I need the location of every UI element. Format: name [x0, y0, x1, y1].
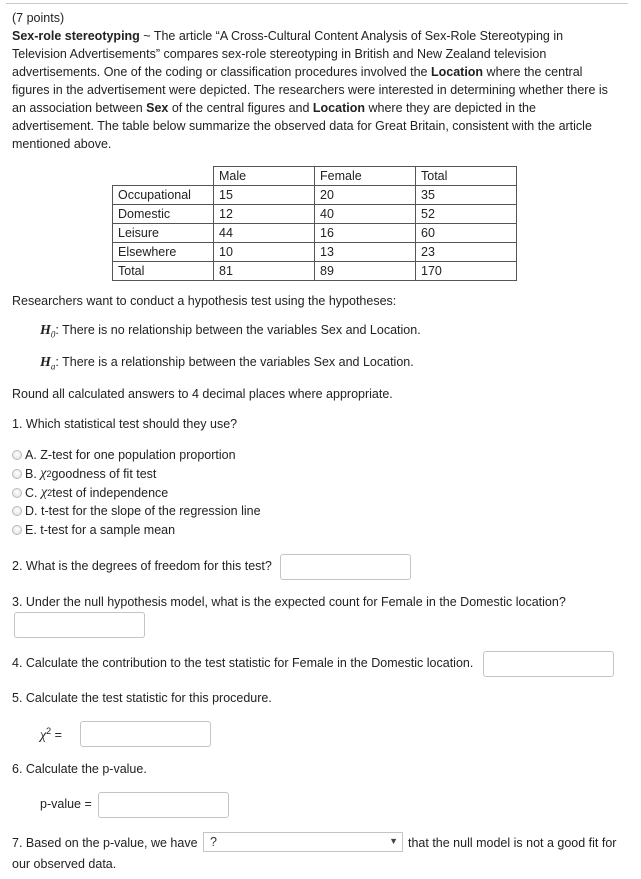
table-row: [113, 186, 517, 205]
option-b[interactable]: B. χ 2 goodness of fit test: [12, 466, 156, 482]
table-cell: 44: [214, 224, 315, 243]
table-row: [113, 262, 517, 281]
problem-title: Sex-role stereotyping: [12, 29, 140, 43]
rounding-note: Round all calculated answers to 4 decimal places where appropriate.: [12, 387, 393, 401]
table-cell: 20: [315, 186, 416, 205]
table-cell: 16: [315, 224, 416, 243]
table-cell: 10: [214, 243, 315, 262]
chi-symbol: χ: [40, 485, 48, 500]
question-7-prefix: 7. Based on the p-value, we have: [12, 836, 198, 850]
option-e[interactable]: E. t-test for a sample mean: [12, 523, 175, 537]
h0-symbol: H: [40, 323, 51, 338]
points-label: (7 points): [12, 11, 65, 25]
intro-text: Sex-role stereotyping ~ The article “A Cross-Cultural Content Analysis of Sex-Role Stereotyping in Television Advertisements” compares sex-role stereotyping in British and New Zealand television advertisements. One of the coding or classification procedures involved the Location where the central figures in the advertisement were depicted. The researchers were interested in determining whether there is an association between Sex of the central figures and Location where they are depicted in the advertisement. The table below summarize the observed data for Great Britain, consistent with the article mentioned above.: [12, 29, 608, 151]
chi-symbol: χ: [40, 466, 47, 481]
table-cell: 12: [214, 205, 315, 224]
question-1: 1. Which statistical test should they use?: [12, 417, 238, 431]
problem-intro: [12, 9, 624, 153]
row-label-leisure: Leisure: [113, 224, 214, 243]
row-label-occupational: Occupational: [113, 186, 214, 205]
row-label-domestic: Domestic: [113, 205, 214, 224]
column-header-total: Total: [416, 167, 517, 186]
row-label-elsewhere: Elsewhere: [113, 243, 214, 262]
chevron-down-icon: ▼: [389, 836, 398, 846]
p-value-input[interactable]: [98, 792, 229, 818]
expected-count-input[interactable]: [14, 612, 145, 638]
radio-c[interactable]: [12, 488, 22, 498]
radio-b[interactable]: [12, 469, 22, 479]
table-corner: [113, 167, 214, 186]
radio-e[interactable]: [12, 525, 22, 535]
ha-symbol: H: [40, 355, 51, 370]
p-value-label: p-value =: [40, 797, 92, 811]
question-7-suffix: that the null model is not a good fit for: [408, 836, 617, 850]
alternative-hypothesis: $H_a$: There is a relationship between the variables Sex and Location.: [40, 355, 414, 372]
table-row: [113, 224, 517, 243]
question-6: 6. Calculate the p-value.: [12, 762, 147, 776]
table-cell: 60: [416, 224, 517, 243]
top-divider: [6, 3, 628, 4]
contribution-input[interactable]: [483, 651, 614, 677]
null-hypothesis: $H_0$: There is no relationship between the variables Sex and Location.: [40, 323, 421, 340]
question-4: 4. Calculate the contribution to the test statistic for Female in the Domestic location.: [12, 656, 474, 670]
table-cell: 15: [214, 186, 315, 205]
radio-d[interactable]: [12, 506, 22, 516]
table-cell: 170: [416, 262, 517, 281]
row-label-total: Total: [113, 262, 214, 281]
degrees-of-freedom-input[interactable]: [280, 554, 411, 580]
observed-data-table: [112, 166, 517, 281]
table-cell: 40: [315, 205, 416, 224]
table-cell: 13: [315, 243, 416, 262]
chi-square-label: $\chi^2$ =: [40, 726, 62, 744]
table-cell: 23: [416, 243, 517, 262]
table-cell: 89: [315, 262, 416, 281]
table-cell: 81: [214, 262, 315, 281]
table-cell: 52: [416, 205, 517, 224]
radio-a[interactable]: [12, 450, 22, 460]
option-a[interactable]: A. Z-test for one population proportion: [12, 448, 236, 462]
test-statistic-input[interactable]: [80, 721, 211, 747]
table-row: [113, 243, 517, 262]
column-header-female: Female: [315, 167, 416, 186]
hypothesis-intro: Researchers want to conduct a hypothesis test using the hypotheses:: [12, 294, 397, 308]
table-row: [113, 205, 517, 224]
question-3: 3. Under the null hypothesis model, what is the expected count for Female in the Domestic location?: [12, 595, 566, 609]
evidence-select[interactable]: ? ▼: [203, 832, 403, 852]
question-2: 2. What is the degrees of freedom for this test?: [12, 559, 272, 573]
question-5: 5. Calculate the test statistic for this procedure.: [12, 691, 272, 705]
table-cell: 35: [416, 186, 517, 205]
option-c[interactable]: C. χ 2 test of independence: [12, 485, 168, 501]
question-7-line2: our observed data.: [12, 857, 117, 871]
column-header-male: Male: [214, 167, 315, 186]
table-header-row: [113, 167, 517, 186]
option-d[interactable]: D. t-test for the slope of the regression line: [12, 504, 261, 518]
